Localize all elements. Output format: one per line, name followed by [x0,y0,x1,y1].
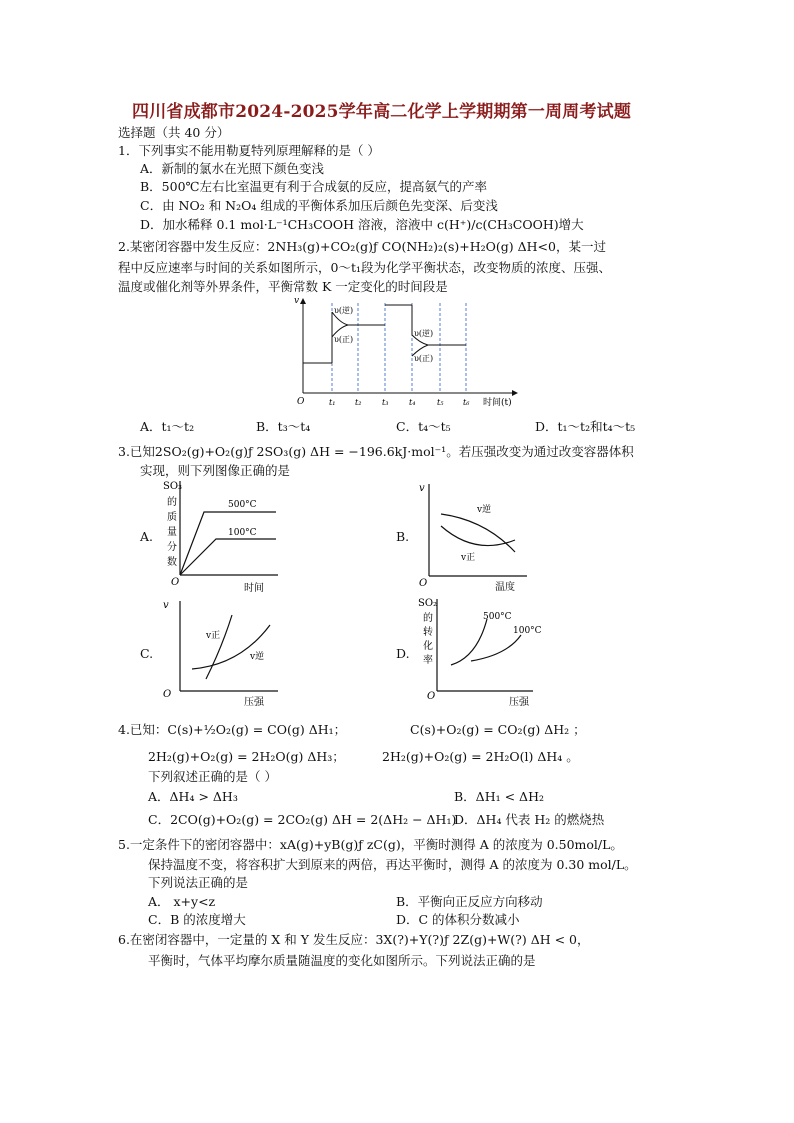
q3b-origin: O [419,578,428,589]
q6-line-1: 6.在密闭容器中，一定量的 X 和 Y 发生反应：3X(?)+Y(?)ƒ 2Z(g)+W(?) ΔH < 0， [118,932,590,947]
q3c-ylabel: v [163,600,169,611]
q2-option-c: C．t₄～t₅ [396,419,451,434]
q2-tick-t5: t₅ [437,398,444,407]
q2-rate-time-graph [285,293,525,411]
q2-tick-t1: t₁ [329,398,336,407]
q2-option-d: D．t₁～t₂和t₄～t₅ [535,419,636,434]
q5-option-d: D．C 的体积分数减小 [396,912,520,927]
q3d-ylabel-1: 的 [423,613,433,624]
q2-line-3: 温度或催化剂等外界条件，平衡常数 K 一定变化的时间段是 [118,279,448,294]
q5-option-c: C．B 的浓度增大 [148,912,246,927]
q3d-curve-100: 100°C [513,626,542,636]
q3-option-c-letter: C. [140,646,154,661]
q2-origin: O [297,397,305,407]
q1-option-b: B．500℃左右比室温更有利于合成氨的反应，提高氨气的产率 [140,179,488,194]
q6-line-2: 平衡时，气体平均摩尔质量随温度的变化如图所示。下列说法正确的是 [148,953,536,968]
q3-graph-b [415,480,535,595]
q4-line-1b: C(s)+O₂(g) = CO₂(g) ΔH₂ ； [410,722,586,737]
q2-option-a: A．t₁～t₂ [140,419,195,434]
q3-option-a-letter: A. [140,529,154,544]
q2-option-b: B．t₃～t₄ [256,419,311,434]
q3a-ylabel-3: 量 [167,527,177,538]
q5-option-a: A． x+y<z [148,894,216,909]
q4-line-2a: 2H₂(g)+O₂(g) = 2H₂O(g) ΔH₃； [148,749,345,764]
q3-graph-c [160,597,290,709]
q5-line-2: 保持温度不变，将容积扩大到原来的两倍，再达平衡时，测得 A 的浓度为 0.30 mol/L。 [148,857,637,872]
q2-fwd-label-1: υ(正) [334,335,354,344]
q3c-curve-rev: v逆 [250,652,265,662]
q3d-xlabel: 压强 [509,697,529,708]
q2-fwd-label-2: υ(正) [414,354,434,363]
q4-line-3: 下列叙述正确的是（ ） [148,769,277,784]
q2-x-label: 时间(t) [483,398,512,408]
q1-option-d: D．加水稀释 0.1 mol·L⁻¹CH₃COOH 溶液，溶液中 c(H⁺)/c(CH₃COOH)增大 [140,217,584,232]
q2-tick-t6: t₆ [463,398,470,407]
q2-rev-label-2: υ(逆) [414,329,434,338]
q2-tick-t4: t₄ [409,398,416,407]
q3-line-2: 实现，则下列图像正确的是 [140,463,291,478]
q5-line-3: 下列说法正确的是 [148,875,249,890]
q3-option-d-letter: D. [396,646,410,661]
q4-option-d: D．ΔH₄ 代表 H₂ 的燃烧热 [454,812,605,827]
q3b-curve-fwd: v正 [461,553,476,563]
q3a-ylabel-0: SO₃ [163,481,183,492]
q3d-ylabel-4: 率 [423,655,433,666]
q4-option-c: C．2CO(g)+O₂(g) = 2CO₂(g) ΔH = 2(ΔH₂ − ΔH₁) [148,812,457,827]
q3-graph-a [160,477,290,595]
section-heading: 选择题（共 40 分） [118,125,230,140]
q3c-curve-fwd: v正 [206,631,221,641]
q2-tick-t3: t₃ [382,398,389,407]
q3b-ylabel: v [419,483,425,494]
q3a-ylabel-4: 分 [167,542,177,553]
q1-option-a: A．新制的氯水在光照下颜色变浅 [140,161,325,176]
q3-line-1: 3.已知2SO₂(g)+O₂(g)ƒ 2SO₃(g) ΔH = −196.6kJ·mol⁻¹。若压强改变为通过改变容器体积 [118,444,634,459]
q1-stem: 1．下列事实不能用勒夏特列原理解释的是（ ） [118,143,380,158]
q2-line-2: 程中反应速率与时间的关系如图所示，0～t₁段为化学平衡状态，改变物质的浓度、压强、 [118,260,611,275]
q3a-xlabel: 时间 [244,583,264,594]
q3d-origin: O [427,691,436,702]
q4-line-1a: 4.已知：C(s)+½O₂(g) = CO(g) ΔH₁； [118,722,347,737]
q3a-ylabel-2: 质 [167,512,177,523]
q3d-ylabel-2: 转 [423,627,433,638]
q3b-curve-rev: v逆 [477,505,492,515]
q3d-ylabel-0: SO₂ [418,598,438,609]
q3a-ylabel-1: 的 [167,497,177,508]
q3a-curve-100: 100°C [228,528,257,538]
q4-option-a: A．ΔH₄ > ΔH₃ [148,789,238,804]
q1-option-c: C．由 NO₂ 和 N₂O₄ 组成的平衡体系加压后颜色先变深、后变浅 [140,198,498,213]
q5-option-b: B．平衡向正反应方向移动 [396,894,543,909]
q4-option-b: B．ΔH₁ < ΔH₂ [454,789,544,804]
q3a-curve-500: 500°C [228,500,257,510]
q4-line-2b: 2H₂(g)+O₂(g) = 2H₂O(l) ΔH₄ 。 [382,749,579,764]
q2-y-label: v [294,296,300,306]
q3c-xlabel: 压强 [244,697,264,708]
q3d-curve-500: 500°C [483,612,512,622]
q3-graph-d [415,595,545,709]
page-title: 四川省成都市2024-2025学年高二化学上学期期第一周周考试题 [132,102,632,122]
q2-line-1: 2.某密闭容器中发生反应：2NH₃(g)+CO₂(g)ƒ CO(NH₂)₂(s)+H₂O(g) ΔH<0，某一过 [118,239,606,254]
q3-option-b-letter: B. [396,529,410,544]
q2-tick-t2: t₂ [355,398,362,407]
q5-line-1: 5.一定条件下的密闭容器中：xA(g)+yB(g)ƒ zC(g)，平衡时测得 A 的浓度为 0.50mol/L。 [118,837,623,852]
q3a-ylabel-5: 数 [167,557,177,568]
q3d-ylabel-3: 化 [423,641,433,652]
q3c-origin: O [163,689,172,700]
q3b-xlabel: 温度 [495,582,515,593]
q2-rev-label-1: υ(逆) [334,306,354,315]
q3a-origin: O [171,577,180,588]
